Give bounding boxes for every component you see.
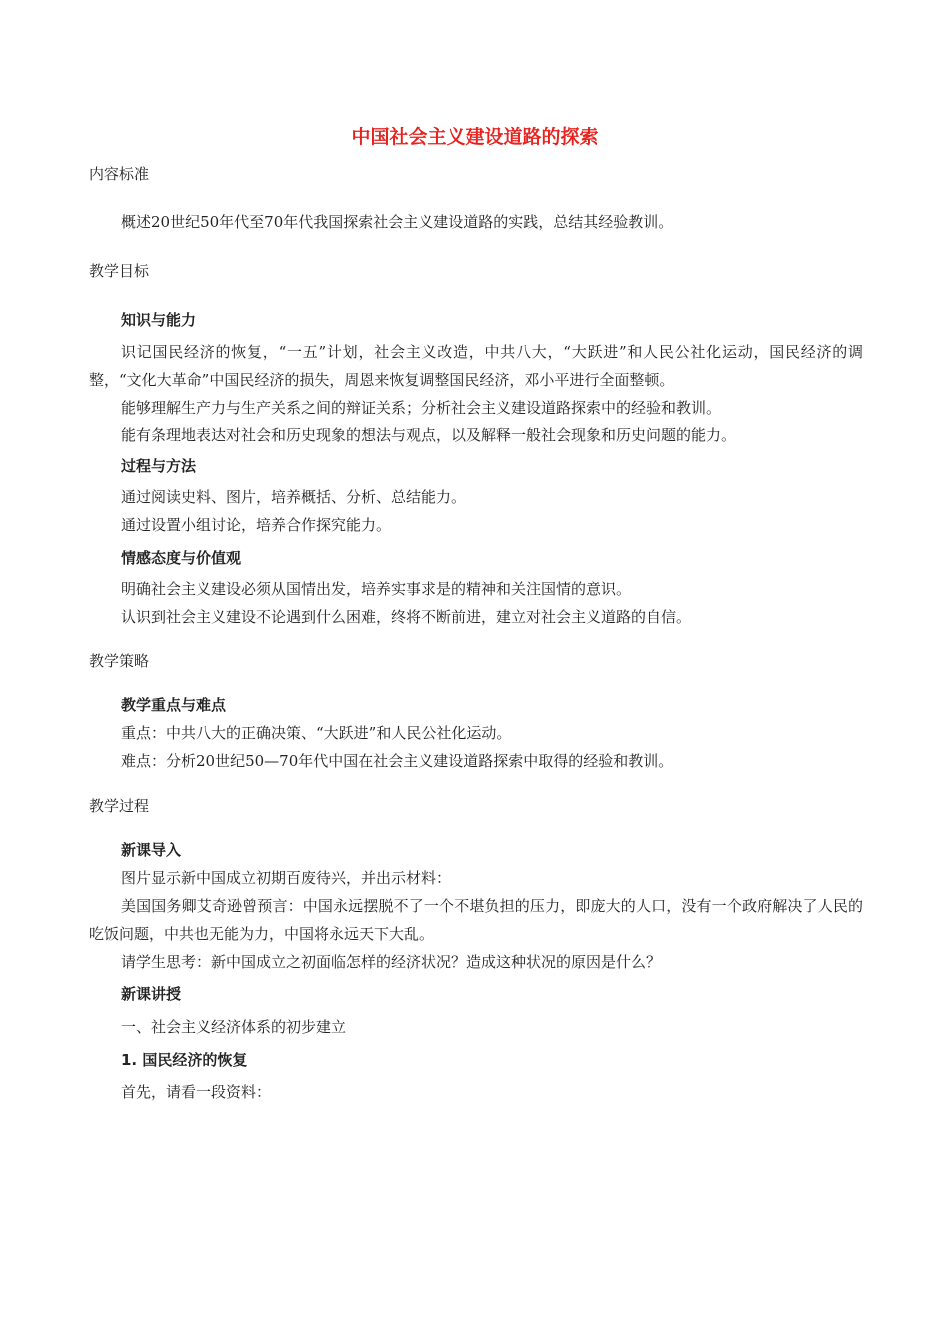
subheading-lecture: 新课讲授 — [121, 985, 182, 1003]
lecture-item-1: 1. 国民经济的恢复 — [121, 1051, 248, 1069]
knowledge-paragraph-1: 识记国民经济的恢复，“一五”计划，社会主义改造，中共八大，“大跃进”和人民公社化运动，国民经济的调整，“文化大革命”中国民经济的损失，周恩来恢复调整国民经济，邓小平进行全面整顿。 — [89, 343, 863, 389]
emotion-paragraph-1: 明确社会主义建设必须从国情出发，培养实事求是的精神和关注国情的意识。 — [121, 580, 632, 598]
intro-paragraph-3: 请学生思考：新中国成立之初面临怎样的经济状况？造成这种状况的原因是什么？ — [121, 953, 662, 971]
process-paragraph-1: 通过阅读史料、图片，培养概括、分析、总结能力。 — [121, 488, 467, 506]
intro-paragraph-1: 图片显示新中国成立初期百废待兴，并出示材料： — [121, 869, 452, 887]
difficult-point: 难点：分析20世纪50—70年代中国在社会主义建设道路探索中取得的经验和教训。 — [121, 752, 674, 770]
subheading-emotion: 情感态度与价值观 — [121, 549, 242, 567]
subheading-key-points: 教学重点与难点 — [121, 696, 227, 714]
intro-paragraph-2: 美国国务卿艾奇逊曾预言：中国永远摆脱不了一个不堪负担的压力，即庞大的人口，没有一个政府解决了人民的吃饭问题，中共也无能为力，中国将永远天下大乱。 — [89, 897, 863, 943]
emotion-paragraph-2: 认识到社会主义建设不论遇到什么困难，终将不断前进，建立对社会主义道路的自信。 — [121, 608, 692, 626]
subheading-intro: 新课导入 — [121, 841, 182, 859]
heading-strategy: 教学策略 — [89, 652, 150, 670]
heading-teaching-process: 教学过程 — [89, 797, 150, 815]
subheading-knowledge: 知识与能力 — [121, 311, 197, 329]
page-title: 中国社会主义建设道路的探索 — [351, 126, 599, 148]
heading-objectives: 教学目标 — [89, 262, 150, 280]
key-point: 重点：中共八大的正确决策、“大跃进”和人民公社化运动。 — [121, 724, 512, 742]
content-standard-text: 概述20世纪50年代至70年代我国探索社会主义建设道路的实践，总结其经验教训。 — [121, 213, 674, 231]
lecture-part-1: 一、社会主义经济体系的初步建立 — [121, 1018, 347, 1036]
lecture-paragraph-1: 首先，请看一段资料： — [121, 1083, 272, 1101]
process-paragraph-2: 通过设置小组讨论，培养合作探究能力。 — [121, 516, 392, 534]
knowledge-paragraph-2: 能够理解生产力与生产关系之间的辩证关系；分析社会主义建设道路探索中的经验和教训。 — [121, 399, 722, 417]
knowledge-paragraph-3: 能有条理地表达对社会和历史现象的想法与观点，以及解释一般社会现象和历史问题的能力。 — [121, 426, 737, 444]
subheading-process-method: 过程与方法 — [121, 457, 197, 475]
heading-content-standard: 内容标准 — [89, 165, 150, 183]
